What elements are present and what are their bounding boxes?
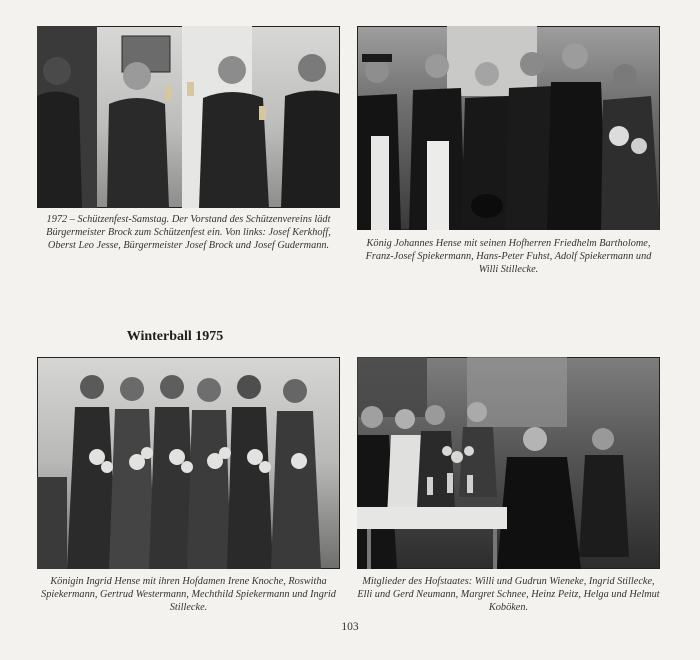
photo-caption: Mitglieder des Hofstaates: Willi und Gudrun Wieneke, Ingrid Stillecke, Elli und Gerd Neumann, Margret Schnee, Heinz Peitz, Helga und Helmut Koböken. bbox=[357, 576, 660, 613]
photo-caption: Königin Ingrid Hense mit ihren Hofdamen Irene Knoche, Roswitha Spiekermann, Gertrud Westermann, Mechthild Spiekermann und Ingrid Stillecke. bbox=[41, 576, 336, 613]
page-number: 103 bbox=[341, 621, 359, 633]
photo-court-members-table bbox=[357, 357, 660, 569]
section-title: Winterball 1975 bbox=[126, 329, 224, 344]
photo-board-toast bbox=[37, 26, 340, 208]
photo-caption: 1972 – Schützenfest-Samstag. Der Vorstand des Schützenvereins lädt Bürgermeister Brock zum Schützenfest ein. Von links: Josef Kerkhoff, Oberst Leo Jesse, Bürgermeister Josef Brock und Josef Gudermann. bbox=[46, 214, 331, 251]
photo-caption: König Johannes Hense mit seinen Hofherren Friedhelm Bartholome, Franz-Josef Spiekermann, Hans-Peter Fuhst, Adolf Spiekermann und Willi Stillecke. bbox=[365, 238, 652, 275]
photo-queen-court bbox=[37, 357, 340, 569]
photo-king-court bbox=[357, 26, 660, 230]
